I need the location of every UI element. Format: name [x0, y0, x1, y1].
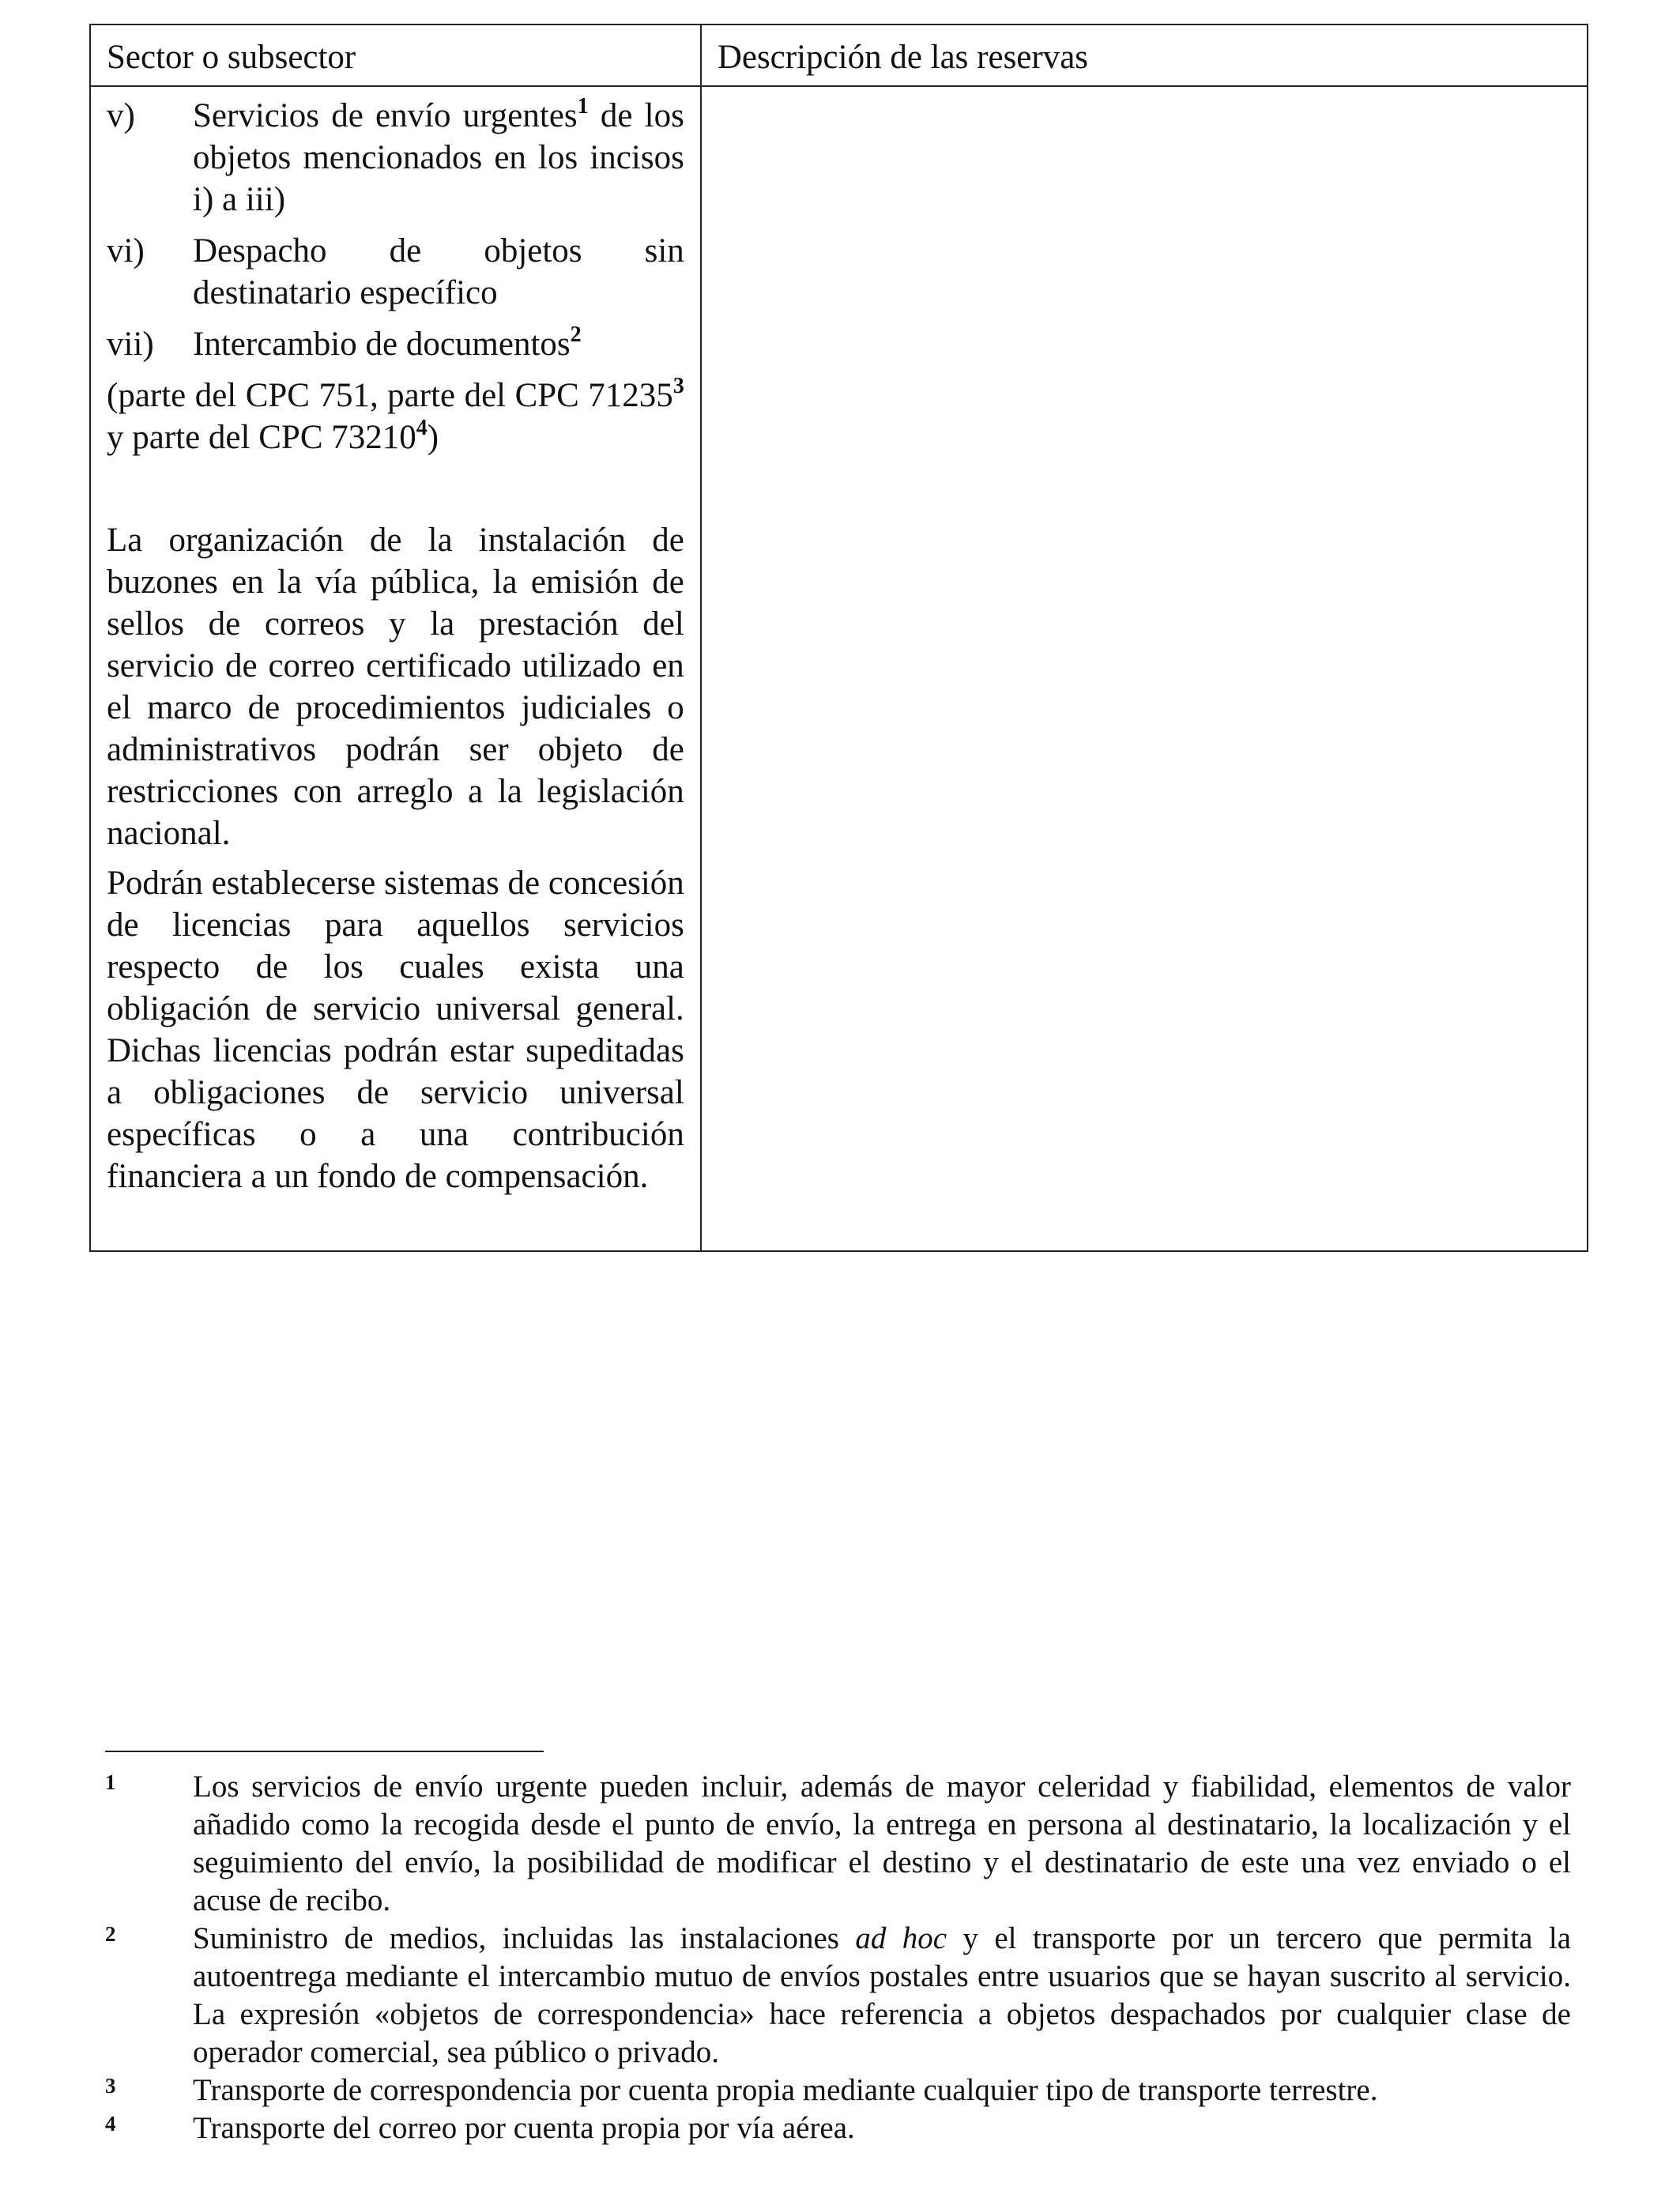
footnote-ref-1[interactable]: 1 — [577, 93, 589, 119]
item-number: vi) — [107, 232, 145, 270]
item-text-tail: de los objetos mencionados en los incisos i) a iii) — [193, 97, 684, 218]
paragraph-licences: Podrán establecerse sistemas de concesión de licencias para aquellos servicios respecto de los cuales exista una obligación de servicio universal general. Dichas licencias podrán estar supeditadas a obligaciones de servicio universal específicas o a una contribución financiera a un fondo de compensación. — [107, 865, 684, 1195]
footnote-1 — [105, 1768, 1571, 1920]
item-text: Despacho de objetos sin destinatario específico — [193, 232, 684, 311]
footnote-text-emphasis: ad hoc — [855, 1921, 947, 1955]
footnote-3 — [105, 2071, 1571, 2109]
table-body-row — [90, 86, 1588, 1251]
item-text-main: Servicios de envío urgentes — [193, 97, 578, 134]
footnote-text-a: Suministro de medios, incluidas las instalaciones — [193, 1921, 856, 1955]
footnote-text — [193, 1920, 1571, 2071]
footnote-text: Transporte de correspondencia por cuenta propia mediante cualquier tipo de transporte terrestre. — [193, 2073, 1378, 2107]
cpc-text-3: ) — [427, 419, 439, 456]
footnotes — [105, 1768, 1571, 2147]
header-cell-sector — [90, 25, 701, 86]
footnote-4 — [105, 2109, 1571, 2147]
header-cell-description — [701, 25, 1588, 86]
footnote-number: 3 — [105, 2074, 116, 2098]
reservations-table — [89, 24, 1588, 1252]
footnote-number: 1 — [105, 1770, 116, 1794]
header-sector-label: Sector o subsector — [107, 39, 356, 76]
header-description-label: Descripción de las reservas — [717, 39, 1089, 76]
list-item-v — [107, 95, 684, 221]
description-cell — [701, 86, 1588, 1251]
footnote-ref-2[interactable]: 2 — [570, 322, 582, 347]
footnote-text: Los servicios de envío urgente pueden incluir, además de mayor celeridad y fiabilidad, elementos de valor añadido como la recogida desde el punto de envío, la entrega en persona al destinatario, la localización y el seguimiento del envío, la posibilidad de modificar el destino y el destinatario de este una vez enviado o el acuse de recibo. — [193, 1770, 1571, 1917]
list-item-vii — [107, 323, 684, 365]
footnote-separator — [105, 1751, 544, 1752]
footnote-text: Transporte del correo por cuenta propia por vía aérea. — [193, 2111, 855, 2145]
cpc-reference — [107, 375, 684, 458]
footnote-ref-4[interactable]: 4 — [416, 415, 428, 440]
footnote-text-b: y el transporte por un tercero que permita la autoentrega mediante el intercambio mutuo de envíos postales entre usuarios que se hayan suscrito al servicio. La expresión «objetos de correspondencia» hace referencia a objetos despachados por cualquier clase de operador comercial, sea público o privado. — [193, 1921, 1572, 2069]
footnote-ref-3[interactable]: 3 — [672, 373, 684, 398]
cpc-text-1: (parte del CPC 751, parte del CPC 71235 — [107, 377, 673, 414]
item-text — [193, 323, 684, 365]
table-header-row — [90, 25, 1588, 86]
paragraph-restrictions: La organización de la instalación de buzones en la vía pública, la emisión de sellos de correos y la prestación del servicio de correo certificado utilizado en el marco de procedimientos judiciales o administrativos podrán ser objeto de restricciones con arreglo a la legislación nacional. — [107, 522, 684, 852]
list-item-vi — [107, 230, 684, 314]
sector-cell — [90, 86, 701, 1251]
footnote-number: 2 — [105, 1922, 116, 1946]
item-text — [193, 95, 684, 221]
item-text-main: Intercambio de documentos — [193, 326, 571, 363]
cpc-text-2: y parte del CPC 73210 — [107, 419, 416, 456]
footnote-2 — [105, 1920, 1571, 2071]
item-number: v) — [107, 97, 135, 134]
footnote-number: 4 — [105, 2112, 116, 2136]
item-number: vii) — [107, 326, 154, 363]
